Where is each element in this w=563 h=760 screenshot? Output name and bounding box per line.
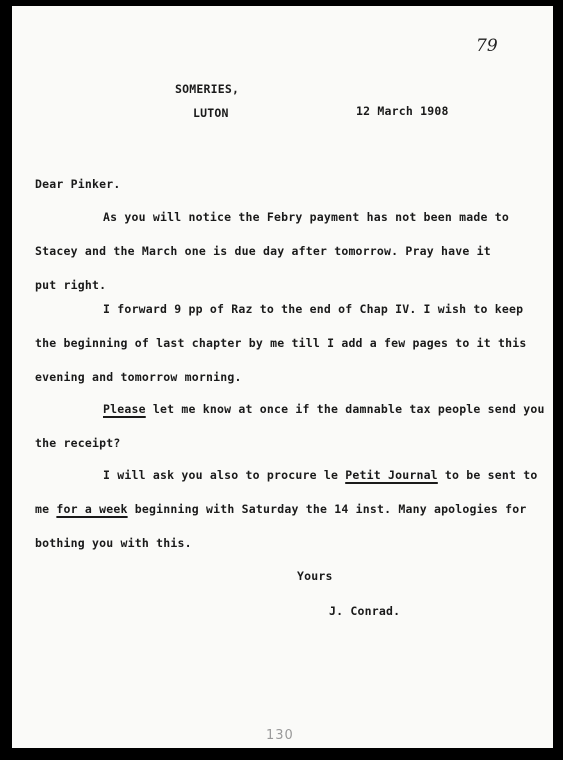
paragraph-2-line-2: the beginning of last chapter by me till I add a few pages to it this <box>35 336 527 350</box>
paragraph-3-line-1 <box>103 402 545 416</box>
paragraph-4-line-2-post: beginning with Saturday the 14 inst. Many apologies for <box>127 502 527 516</box>
paragraph-1-line-3: put right. <box>35 278 107 292</box>
paragraph-4-line-1-post: to be sent to <box>437 468 538 482</box>
signature: J. Conrad. <box>329 604 401 618</box>
paragraph-2-line-3: evening and tomorrow morning. <box>35 370 242 384</box>
letter-page <box>12 6 553 748</box>
address-line-2: LUTON <box>193 106 229 120</box>
paragraph-4-line-1 <box>103 468 538 482</box>
petit-journal-underlined: Petit Journal <box>345 468 438 482</box>
paragraph-1-line-2: Stacey and the March one is due day after tomorrow. Pray have it <box>35 244 491 258</box>
salutation: Dear Pinker. <box>35 177 121 191</box>
paragraph-3-line-2: the receipt? <box>35 436 121 450</box>
paragraph-4-line-2 <box>35 502 527 516</box>
paragraph-4-line-2-pre: me <box>35 502 57 516</box>
letter-date: 12 March 1908 <box>356 104 449 118</box>
please-underlined: Please <box>103 402 146 416</box>
address-line-1: SOMERIES, <box>175 82 240 96</box>
closing: Yours <box>297 569 333 583</box>
for-a-week-underlined: for a week <box>56 502 128 516</box>
paragraph-1-line-1: As you will notice the Febry payment has not been made to <box>103 210 510 224</box>
right-scan-border <box>555 0 563 760</box>
folio-number: 79 <box>476 36 498 56</box>
bottom-stamp: 130 <box>266 728 294 743</box>
paragraph-3-line-1-rest: let me know at once if the damnable tax people send you <box>145 402 545 416</box>
paragraph-4-line-3: bothing you with this. <box>35 536 192 550</box>
paragraph-4-line-1-pre: I will ask you also to procure le <box>103 468 346 482</box>
paragraph-2-line-1: I forward 9 pp of Raz to the end of Chap IV. I wish to keep <box>103 302 524 316</box>
